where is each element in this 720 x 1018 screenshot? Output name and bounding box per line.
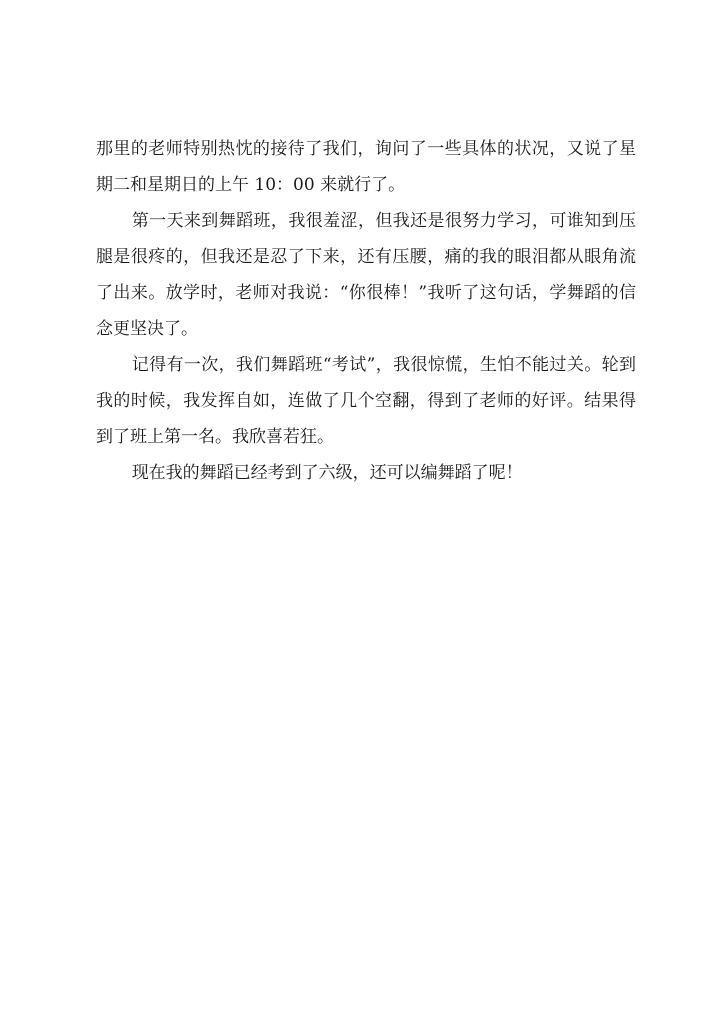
paragraph-first-day: 第一天来到舞蹈班，我很羞涩，但我还是很努力学习，可谁知到压腿是很疼的，但我还是忍了下来，还有压腰，痛的我的眼泪都从眼角流了出来。放学时，老师对我说：“你很棒！”我听了这句话，学舞蹈的信念更坚决了。	[96, 211, 636, 339]
paragraph-now: 现在我的舞蹈已经考到了六级，还可以编舞蹈了呢！	[131, 463, 523, 483]
body-text	[96, 131, 636, 491]
paragraph-continued: 那里的老师特别热忱的接待了我们，询问了一些具体的状况，又说了星期二和星期日的上午 10：00 来就行了。	[96, 139, 636, 195]
paragraph-exam: 记得有一次，我们舞蹈班“考试”，我很惊慌，生怕不能过关。轮到我的时候，我发挥自如，连做了几个空翻，得到了老师的好评。结果得到了班上第一名。我欣喜若狂。	[96, 355, 636, 447]
